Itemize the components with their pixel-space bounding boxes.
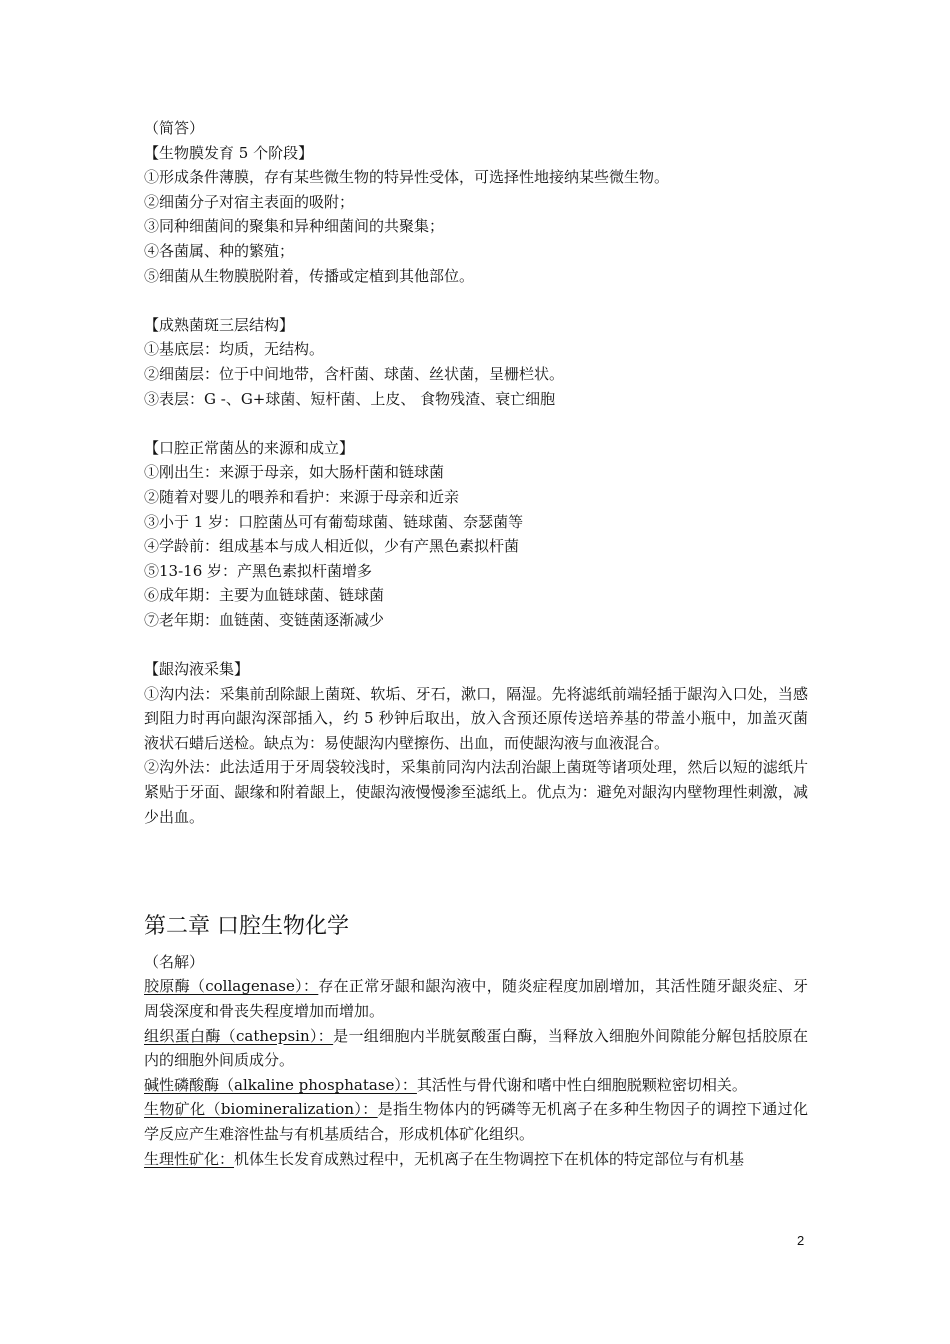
list-item: ②随着对婴儿的喂养和看护：来源于母亲和近亲 bbox=[144, 487, 460, 506]
definition-item bbox=[144, 1024, 808, 1073]
spacer bbox=[144, 887, 808, 912]
list-item: ③小于 1 岁：口腔菌丛可有葡萄球菌、链球菌、奈瑟菌等 bbox=[144, 512, 524, 531]
definition-term: 胶原酶（collagenase）： bbox=[144, 977, 319, 996]
heading-biofilm-stages: 【生物膜发育 5 个阶段】 bbox=[144, 143, 314, 162]
list-item: ③同种细菌间的聚集和异种细菌间的共聚集； bbox=[144, 217, 445, 236]
definition-text: 其活性与骨代谢和嗜中性白细胞脱颗粒密切相关。 bbox=[416, 1075, 747, 1094]
spacer bbox=[144, 411, 808, 436]
definition-text: 机体生长发育成熟过程中，无机离子在生物调控下在机体的特定部位与有机基 bbox=[234, 1149, 745, 1168]
chapter-title: 第二章 口腔生物化学 bbox=[144, 913, 349, 939]
list-item: ①刚出生：来源于母亲，如大肠杆菌和链球菌 bbox=[144, 463, 445, 482]
list-item: ④各菌属、种的繁殖； bbox=[144, 241, 295, 260]
list-item: ④学龄前：组成基本与成人相近似，少有产黑色素拟杆菌 bbox=[144, 537, 520, 556]
heading-oral-flora: 【口腔正常菌丛的来源和成立】 bbox=[144, 438, 355, 457]
page-content bbox=[144, 116, 808, 1171]
definition-term: 碱性磷酸酶（alkaline phosphatase）： bbox=[144, 1075, 417, 1094]
list-item: ②细菌分子对宿主表面的吸附； bbox=[144, 192, 355, 211]
heading-plaque-layers: 【成熟菌斑三层结构】 bbox=[144, 315, 295, 334]
definition-item bbox=[144, 1073, 808, 1098]
list-item: ②细菌层：位于中间地带，含杆菌、球菌、丝状菌，呈栅栏状。 bbox=[144, 364, 565, 383]
list-item: ⑦老年期：血链菌、变链菌逐渐减少 bbox=[144, 610, 385, 629]
definition-text: 是指生物体内的钙磷等无机离子在多种生物因子的调控下通过化学反应产生难溶性盐与有机基质结合，形成机体矿化组织。 bbox=[144, 1100, 808, 1143]
list-item: ⑤13-16 岁：产黑色素拟杆菌增多 bbox=[144, 561, 373, 580]
page-number: 2 bbox=[797, 1233, 805, 1248]
heading-gcf-collection: 【龈沟液采集】 bbox=[144, 660, 250, 679]
definition-item bbox=[144, 1097, 808, 1146]
list-item: ③表层：G -、G+球菌、短杆菌、上皮、 食物残渣、衰亡细胞 bbox=[144, 389, 556, 408]
definition-term: 组织蛋白酶（cathepsin）： bbox=[144, 1026, 334, 1045]
list-item: ⑥成年期：主要为血链球菌、链球菌 bbox=[144, 586, 385, 605]
paragraph-intracrevicular: ①沟内法：采集前刮除龈上菌斑、软垢、牙石，漱口，隔湿。先将滤纸前端轻插于龈沟入口处，当感到阻力时再向龈沟深部插入，约 5 秒钟后取出，放入含预还原传送培养基的带盖小瓶中，加盖灭菌液状石蜡后送检。缺点为：易使龈沟内壁擦伤、出血，而使龈沟液与血液混合。 bbox=[144, 684, 808, 752]
section-label-short-answer: （简答） bbox=[144, 119, 205, 137]
paragraph-extracrevicular: ②沟外法：此法适用于牙周袋较浅时，采集前同沟内法刮治龈上菌斑等诸项处理，然后以短的滤纸片紧贴于牙面、龈缘和附着龈上，使龈沟液慢慢渗至滤纸上。优点为：避免对龈沟内壁物理性刺激，减少出血。 bbox=[144, 758, 808, 826]
spacer bbox=[144, 632, 808, 657]
definition-term: 生理性矿化： bbox=[144, 1149, 235, 1168]
list-item: ①基底层：均质，无结构。 bbox=[144, 340, 325, 359]
definition-text: 是一组细胞内半胱氨酸蛋白酶，当释放入细胞外间隙能分解包括胶原在内的细胞外间质成分。 bbox=[144, 1026, 808, 1070]
definition-term: 生物矿化（biomineralization）： bbox=[144, 1100, 378, 1119]
spacer bbox=[144, 829, 808, 887]
list-item: ⑤细菌从生物膜脱附着，传播或定植到其他部位。 bbox=[144, 266, 475, 285]
section-label-definitions: （名解） bbox=[144, 952, 205, 971]
definition-item bbox=[144, 974, 808, 1023]
definition-text: 存在正常牙龈和龈沟液中，随炎症程度加剧增加，其活性随牙龈炎症、牙周袋深度和骨丧失程度增加而增加。 bbox=[144, 977, 808, 1020]
spacer bbox=[144, 288, 808, 313]
list-item: ①形成条件薄膜，存有某些微生物的特异性受体，可选择性地接纳某些微生物。 bbox=[144, 168, 670, 187]
definition-item bbox=[144, 1147, 808, 1172]
